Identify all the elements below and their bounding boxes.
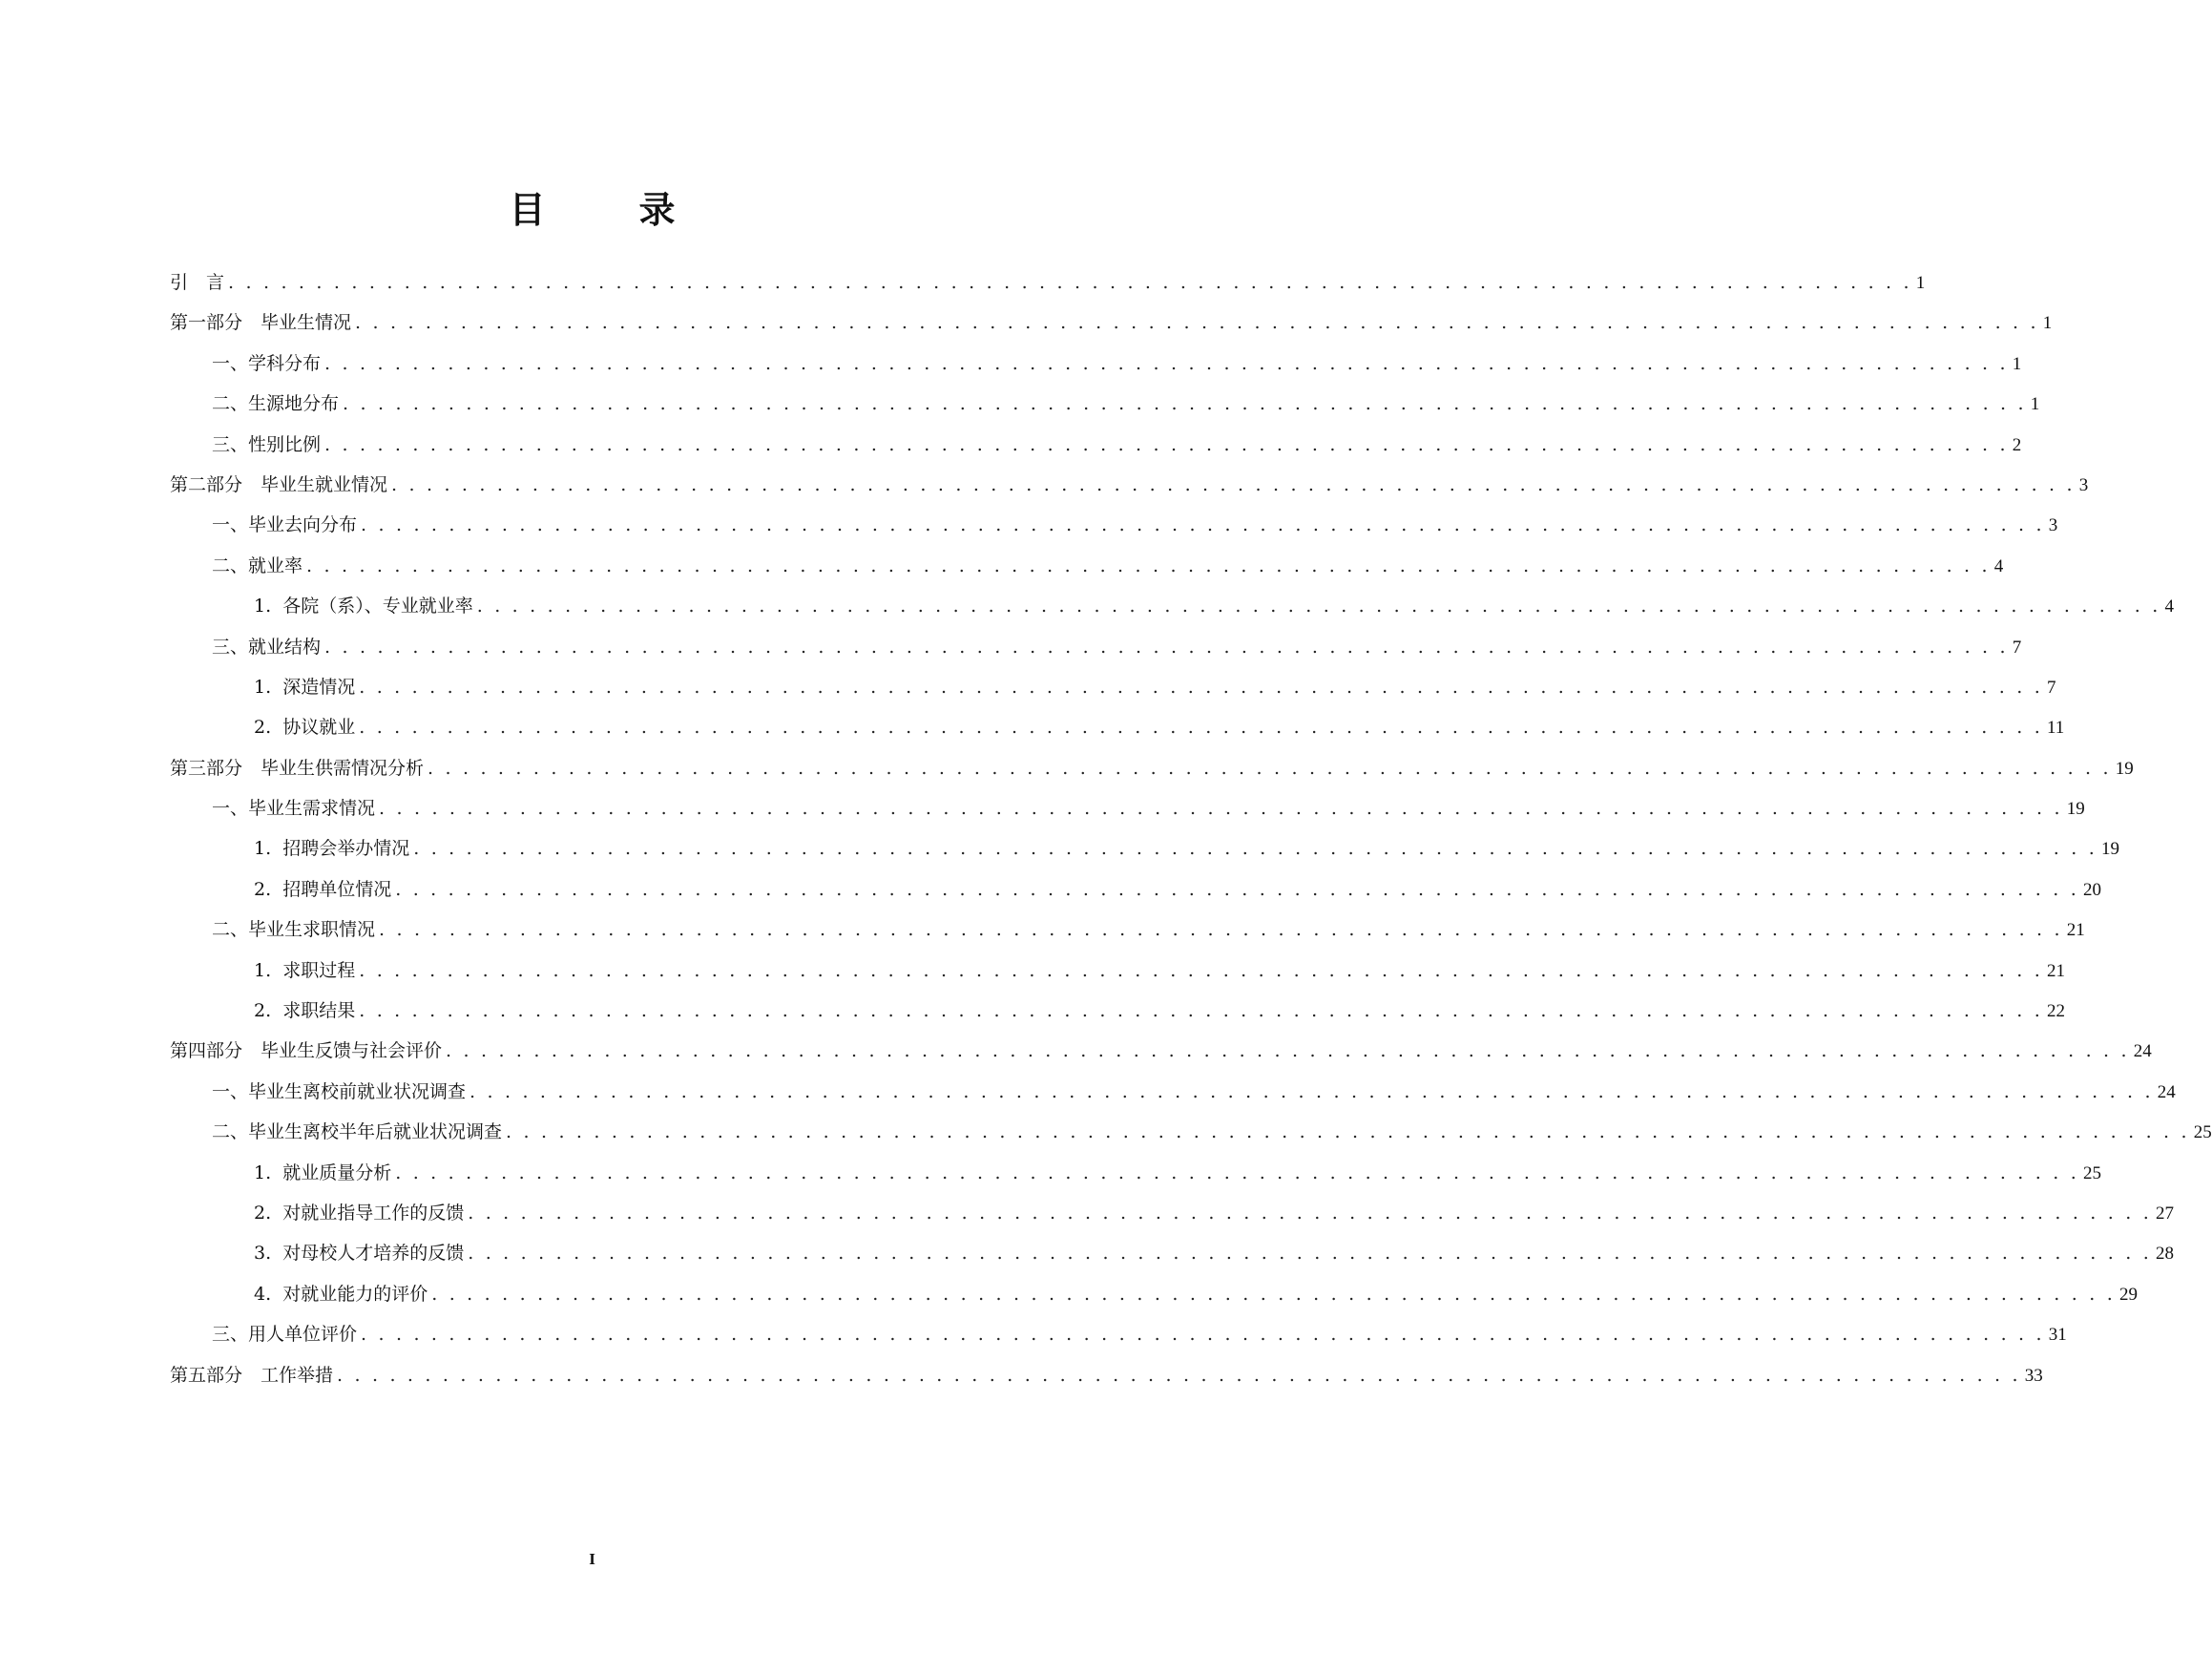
toc-entry-2-2-1[interactable]: [170, 586, 2174, 626]
toc-entry-4-2-1[interactable]: [170, 1153, 2101, 1193]
toc-entry-3-2-1[interactable]: [170, 951, 2065, 991]
toc-dot-leader: . . . . . . . . . . . . . . . . . . . . . . . . . . . . . . . . . . . . . . . . . . . . . . . . . . . . . . . . . . . . . . . . . . . . . . . . . . . . . . . . . . . . . . . . . . . . . . . .: [343, 393, 2027, 415]
toc-dot-leader: . . . . . . . . . . . . . . . . . . . . . . . . . . . . . . . . . . . . . . . . . . . . . . . . . . . . . . . . . . . . . . . . . . . . . . . . . . . . . . . . . . . . . . . . . . . . . . . .: [413, 838, 2097, 860]
toc-entry-page: 33: [2024, 1365, 2043, 1386]
toc-entry-page: 19: [2066, 799, 2085, 820]
toc-dot-leader: . . . . . . . . . . . . . . . . . . . . . . . . . . . . . . . . . . . . . . . . . . . . . . . . . . . . . . . . . . . . . . . . . . . . . . . . . . . . . . . . . . . . . . . . . . . . . . . .: [361, 1324, 2045, 1346]
toc-entry-page: 1: [2012, 353, 2022, 374]
toc-entry-page: 2: [2012, 434, 2022, 455]
toc-entry-part-4[interactable]: [170, 1031, 2152, 1071]
table-of-contents: [170, 262, 2212, 1395]
toc-dot-leader: . . . . . . . . . . . . . . . . . . . . . . . . . . . . . . . . . . . . . . . . . . . . . . . . . . . . . . . . . . . . . . . . . . . . . . . . . . . . . . . . . . . . . . . . . . . . . . . .: [337, 1364, 2021, 1386]
toc-entry-page: 3: [2078, 474, 2089, 495]
toc-entry-page: 25: [2193, 1122, 2212, 1143]
toc-entry-page: 1: [2030, 394, 2040, 415]
toc-entry-part-3[interactable]: [170, 748, 2134, 788]
toc-dot-leader: . . . . . . . . . . . . . . . . . . . . . . . . . . . . . . . . . . . . . . . . . . . . . . . . . . . . . . . . . . . . . . . . . . . . . . . . . . . . . . . . . . . . . . . . . . . . . . . .: [428, 757, 2112, 779]
toc-entry-label: 第二部分 毕业生就业情况: [170, 473, 388, 495]
toc-entry-page: 29: [2118, 1284, 2138, 1305]
toc-entry-4-2-4[interactable]: [170, 1274, 2138, 1314]
toc-dot-leader: . . . . . . . . . . . . . . . . . . . . . . . . . . . . . . . . . . . . . . . . . . . . . . . . . . . . . . . . . . . . . . . . . . . . . . . . . . . . . . . . . . . . . . . . . . . . . . . .: [468, 1243, 2152, 1265]
toc-dot-leader: . . . . . . . . . . . . . . . . . . . . . . . . . . . . . . . . . . . . . . . . . . . . . . . . . . . . . . . . . . . . . . . . . . . . . . . . . . . . . . . . . . . . . . . . . . . . . . . .: [355, 312, 2039, 334]
toc-entry-page: 24: [2157, 1081, 2176, 1102]
toc-entry-label: 第三部分 毕业生供需情况分析: [170, 757, 425, 779]
toc-entry-1-2[interactable]: [170, 384, 2040, 424]
toc-dot-leader: . . . . . . . . . . . . . . . . . . . . . . . . . . . . . . . . . . . . . . . . . . . . . . . . . . . . . . . . . . . . . . . . . . . . . . . . . . . . . . . . . . . . . . . . . . . . . . . .: [359, 676, 2043, 698]
toc-entry-label: 1. 各院（系）、专业就业率: [254, 596, 473, 617]
page-number: I: [589, 1550, 595, 1568]
toc-entry-2-2[interactable]: [170, 546, 2004, 586]
toc-dot-leader: . . . . . . . . . . . . . . . . . . . . . . . . . . . . . . . . . . . . . . . . . . . . . . . . . . . . . . . . . . . . . . . . . . . . . . . . . . . . . . . . . . . . . . . . . . . . . . . .: [361, 514, 2045, 536]
toc-dot-leader: . . . . . . . . . . . . . . . . . . . . . . . . . . . . . . . . . . . . . . . . . . . . . . . . . . . . . . . . . . . . . . . . . . . . . . . . . . . . . . . . . . . . . . . . . . . . . . . .: [359, 959, 2043, 981]
toc-entry-label: 4. 对就业能力的评价: [254, 1283, 428, 1305]
toc-entry-4-2-3[interactable]: [170, 1233, 2174, 1273]
toc-entry-page: 1: [2042, 313, 2053, 334]
toc-dot-leader: . . . . . . . . . . . . . . . . . . . . . . . . . . . . . . . . . . . . . . . . . . . . . . . . . . . . . . . . . . . . . . . . . . . . . . . . . . . . . . . . . . . . . . . . . . . . . . . .: [446, 1040, 2130, 1062]
toc-entry-label: 二、毕业生求职情况: [212, 919, 376, 941]
toc-entry-label: 1. 求职过程: [254, 959, 356, 981]
toc-entry-label: 1. 深造情况: [254, 676, 356, 698]
toc-dot-leader: . . . . . . . . . . . . . . . . . . . . . . . . . . . . . . . . . . . . . . . . . . . . . . . . . . . . . . . . . . . . . . . . . . . . . . . . . . . . . . . . . . . . . . . . . . . . . . . .: [359, 717, 2043, 739]
toc-dot-leader: . . . . . . . . . . . . . . . . . . . . . . . . . . . . . . . . . . . . . . . . . . . . . . . . . . . . . . . . . . . . . . . . . . . . . . . . . . . . . . . . . . . . . . . . . . . . . . . .: [506, 1121, 2190, 1143]
toc-entry-label: 1. 就业质量分析: [254, 1161, 392, 1183]
toc-entry-page: 4: [2164, 596, 2174, 617]
toc-entry-4-1[interactable]: [170, 1072, 2176, 1112]
toc-entry-label: 引 言: [170, 272, 225, 293]
toc-entry-page: 3: [2048, 515, 2058, 536]
toc-dot-leader: . . . . . . . . . . . . . . . . . . . . . . . . . . . . . . . . . . . . . . . . . . . . . . . . . . . . . . . . . . . . . . . . . . . . . . . . . . . . . . . . . . . . . . . . . . . . . . . .: [379, 919, 2063, 941]
toc-entry-3-1-2[interactable]: [170, 869, 2101, 910]
toc-entry-part-5[interactable]: [170, 1355, 2043, 1395]
toc-dot-leader: . . . . . . . . . . . . . . . . . . . . . . . . . . . . . . . . . . . . . . . . . . . . . . . . . . . . . . . . . . . . . . . . . . . . . . . . . . . . . . . . . . . . . . . . . . . . . . . .: [468, 1202, 2152, 1224]
toc-entry-label: 一、毕业生离校前就业状况调查: [212, 1080, 467, 1102]
toc-entry-page: 24: [2133, 1041, 2152, 1062]
toc-entry-2-1[interactable]: [170, 505, 2058, 545]
toc-entry-label: 2. 对就业指导工作的反馈: [254, 1202, 465, 1224]
toc-entry-3-2[interactable]: [170, 910, 2085, 950]
toc-dot-leader: . . . . . . . . . . . . . . . . . . . . . . . . . . . . . . . . . . . . . . . . . . . . . . . . . . . . . . . . . . . . . . . . . . . . . . . . . . . . . . . . . . . . . . . . . . . . . . . .: [431, 1283, 2116, 1305]
toc-entry-label: 三、性别比例: [212, 433, 322, 455]
toc-entry-label: 2. 求职结果: [254, 1000, 356, 1022]
toc-entry-label: 一、毕业生需求情况: [212, 798, 376, 820]
toc-entry-label: 一、学科分布: [212, 352, 322, 374]
toc-entry-page: 28: [2155, 1244, 2174, 1265]
toc-entry-page: 1: [1915, 273, 1926, 293]
toc-entry-2-3[interactable]: [170, 627, 2022, 667]
toc-entry-intro[interactable]: [170, 262, 1926, 303]
toc-entry-4-2-2[interactable]: [170, 1193, 2174, 1233]
toc-entry-part-1[interactable]: [170, 303, 2053, 343]
toc-entry-4-3[interactable]: [170, 1314, 2067, 1354]
toc-entry-page: 20: [2082, 879, 2101, 900]
toc-dot-leader: . . . . . . . . . . . . . . . . . . . . . . . . . . . . . . . . . . . . . . . . . . . . . . . . . . . . . . . . . . . . . . . . . . . . . . . . . . . . . . . . . . . . . . . . . . . . . . . .: [306, 555, 1991, 576]
toc-dot-leader: . . . . . . . . . . . . . . . . . . . . . . . . . . . . . . . . . . . . . . . . . . . . . . . . . . . . . . . . . . . . . . . . . . . . . . . . . . . . . . . . . . . . . . . . . . . . . . . .: [470, 1080, 2154, 1102]
toc-entry-label: 二、毕业生离校半年后就业状况调查: [212, 1121, 503, 1143]
toc-dot-leader: . . . . . . . . . . . . . . . . . . . . . . . . . . . . . . . . . . . . . . . . . . . . . . . . . . . . . . . . . . . . . . . . . . . . . . . . . . . . . . . . . . . . . . . . . . . . . . . .: [395, 878, 2079, 900]
toc-dot-leader: . . . . . . . . . . . . . . . . . . . . . . . . . . . . . . . . . . . . . . . . . . . . . . . . . . . . . . . . . . . . . . . . . . . . . . . . . . . . . . . . . . . . . . . . . . . . . . . .: [359, 1000, 2043, 1022]
toc-entry-label: 一、毕业去向分布: [212, 514, 358, 536]
toc-dot-leader: . . . . . . . . . . . . . . . . . . . . . . . . . . . . . . . . . . . . . . . . . . . . . . . . . . . . . . . . . . . . . . . . . . . . . . . . . . . . . . . . . . . . . . . . . . . . . . . .: [324, 352, 2009, 374]
toc-dot-leader: . . . . . . . . . . . . . . . . . . . . . . . . . . . . . . . . . . . . . . . . . . . . . . . . . . . . . . . . . . . . . . . . . . . . . . . . . . . . . . . . . . . . . . . . . . . . . . . .: [324, 636, 2009, 658]
toc-entry-page: 19: [2100, 839, 2119, 860]
toc-entry-label: 2. 协议就业: [254, 717, 356, 739]
toc-entry-label: 三、就业结构: [212, 636, 322, 658]
toc-entry-3-1[interactable]: [170, 788, 2085, 828]
toc-entry-page: 25: [2082, 1162, 2101, 1183]
toc-dot-leader: . . . . . . . . . . . . . . . . . . . . . . . . . . . . . . . . . . . . . . . . . . . . . . . . . . . . . . . . . . . . . . . . . . . . . . . . . . . . . . . . . . . . . . . . . . . . . . . .: [395, 1161, 2079, 1183]
toc-entry-2-3-2[interactable]: [170, 707, 2065, 747]
toc-entry-page: 21: [2046, 960, 2065, 981]
toc-entry-3-1-1[interactable]: [170, 828, 2119, 868]
toc-entry-2-3-1[interactable]: [170, 667, 2056, 707]
toc-entry-part-2[interactable]: [170, 465, 2089, 505]
toc-dot-leader: . . . . . . . . . . . . . . . . . . . . . . . . . . . . . . . . . . . . . . . . . . . . . . . . . . . . . . . . . . . . . . . . . . . . . . . . . . . . . . . . . . . . . . . . . . . . . . . .: [228, 272, 1912, 293]
toc-entry-4-2[interactable]: [170, 1112, 2212, 1152]
toc-dot-leader: . . . . . . . . . . . . . . . . . . . . . . . . . . . . . . . . . . . . . . . . . . . . . . . . . . . . . . . . . . . . . . . . . . . . . . . . . . . . . . . . . . . . . . . . . . . . . . . .: [476, 596, 2161, 617]
toc-entry-page: 11: [2046, 718, 2065, 739]
toc-dot-leader: . . . . . . . . . . . . . . . . . . . . . . . . . . . . . . . . . . . . . . . . . . . . . . . . . . . . . . . . . . . . . . . . . . . . . . . . . . . . . . . . . . . . . . . . . . . . . . . .: [379, 798, 2063, 820]
toc-entry-page: 22: [2046, 1001, 2065, 1022]
toc-entry-label: 第四部分 毕业生反馈与社会评价: [170, 1040, 443, 1062]
toc-entry-label: 二、生源地分布: [212, 393, 340, 415]
toc-entry-label: 二、就业率: [212, 555, 303, 576]
toc-entry-label: 第五部分 工作举措: [170, 1364, 334, 1386]
toc-entry-page: 4: [1993, 555, 2004, 576]
toc-entry-1-1[interactable]: [170, 344, 2022, 384]
toc-entry-1-3[interactable]: [170, 425, 2022, 465]
toc-entry-3-2-2[interactable]: [170, 991, 2065, 1031]
page-title: 目 录: [509, 189, 704, 232]
toc-entry-page: 19: [2115, 758, 2134, 779]
toc-entry-label: 3. 对母校人才培养的反馈: [254, 1243, 465, 1265]
toc-entry-label: 第一部分 毕业生情况: [170, 312, 352, 334]
toc-entry-label: 2. 招聘单位情况: [254, 878, 392, 900]
toc-entry-label: 1. 招聘会举办情况: [254, 838, 410, 860]
toc-dot-leader: . . . . . . . . . . . . . . . . . . . . . . . . . . . . . . . . . . . . . . . . . . . . . . . . . . . . . . . . . . . . . . . . . . . . . . . . . . . . . . . . . . . . . . . . . . . . . . . .: [324, 433, 2009, 455]
toc-entry-page: 7: [2012, 637, 2022, 658]
toc-entry-page: 21: [2066, 920, 2085, 941]
toc-entry-page: 7: [2046, 677, 2056, 698]
toc-entry-page: 31: [2048, 1325, 2067, 1346]
toc-entry-label: 三、用人单位评价: [212, 1324, 358, 1346]
toc-dot-leader: . . . . . . . . . . . . . . . . . . . . . . . . . . . . . . . . . . . . . . . . . . . . . . . . . . . . . . . . . . . . . . . . . . . . . . . . . . . . . . . . . . . . . . . . . . . . . . . .: [391, 473, 2076, 495]
toc-entry-page: 27: [2155, 1203, 2174, 1224]
